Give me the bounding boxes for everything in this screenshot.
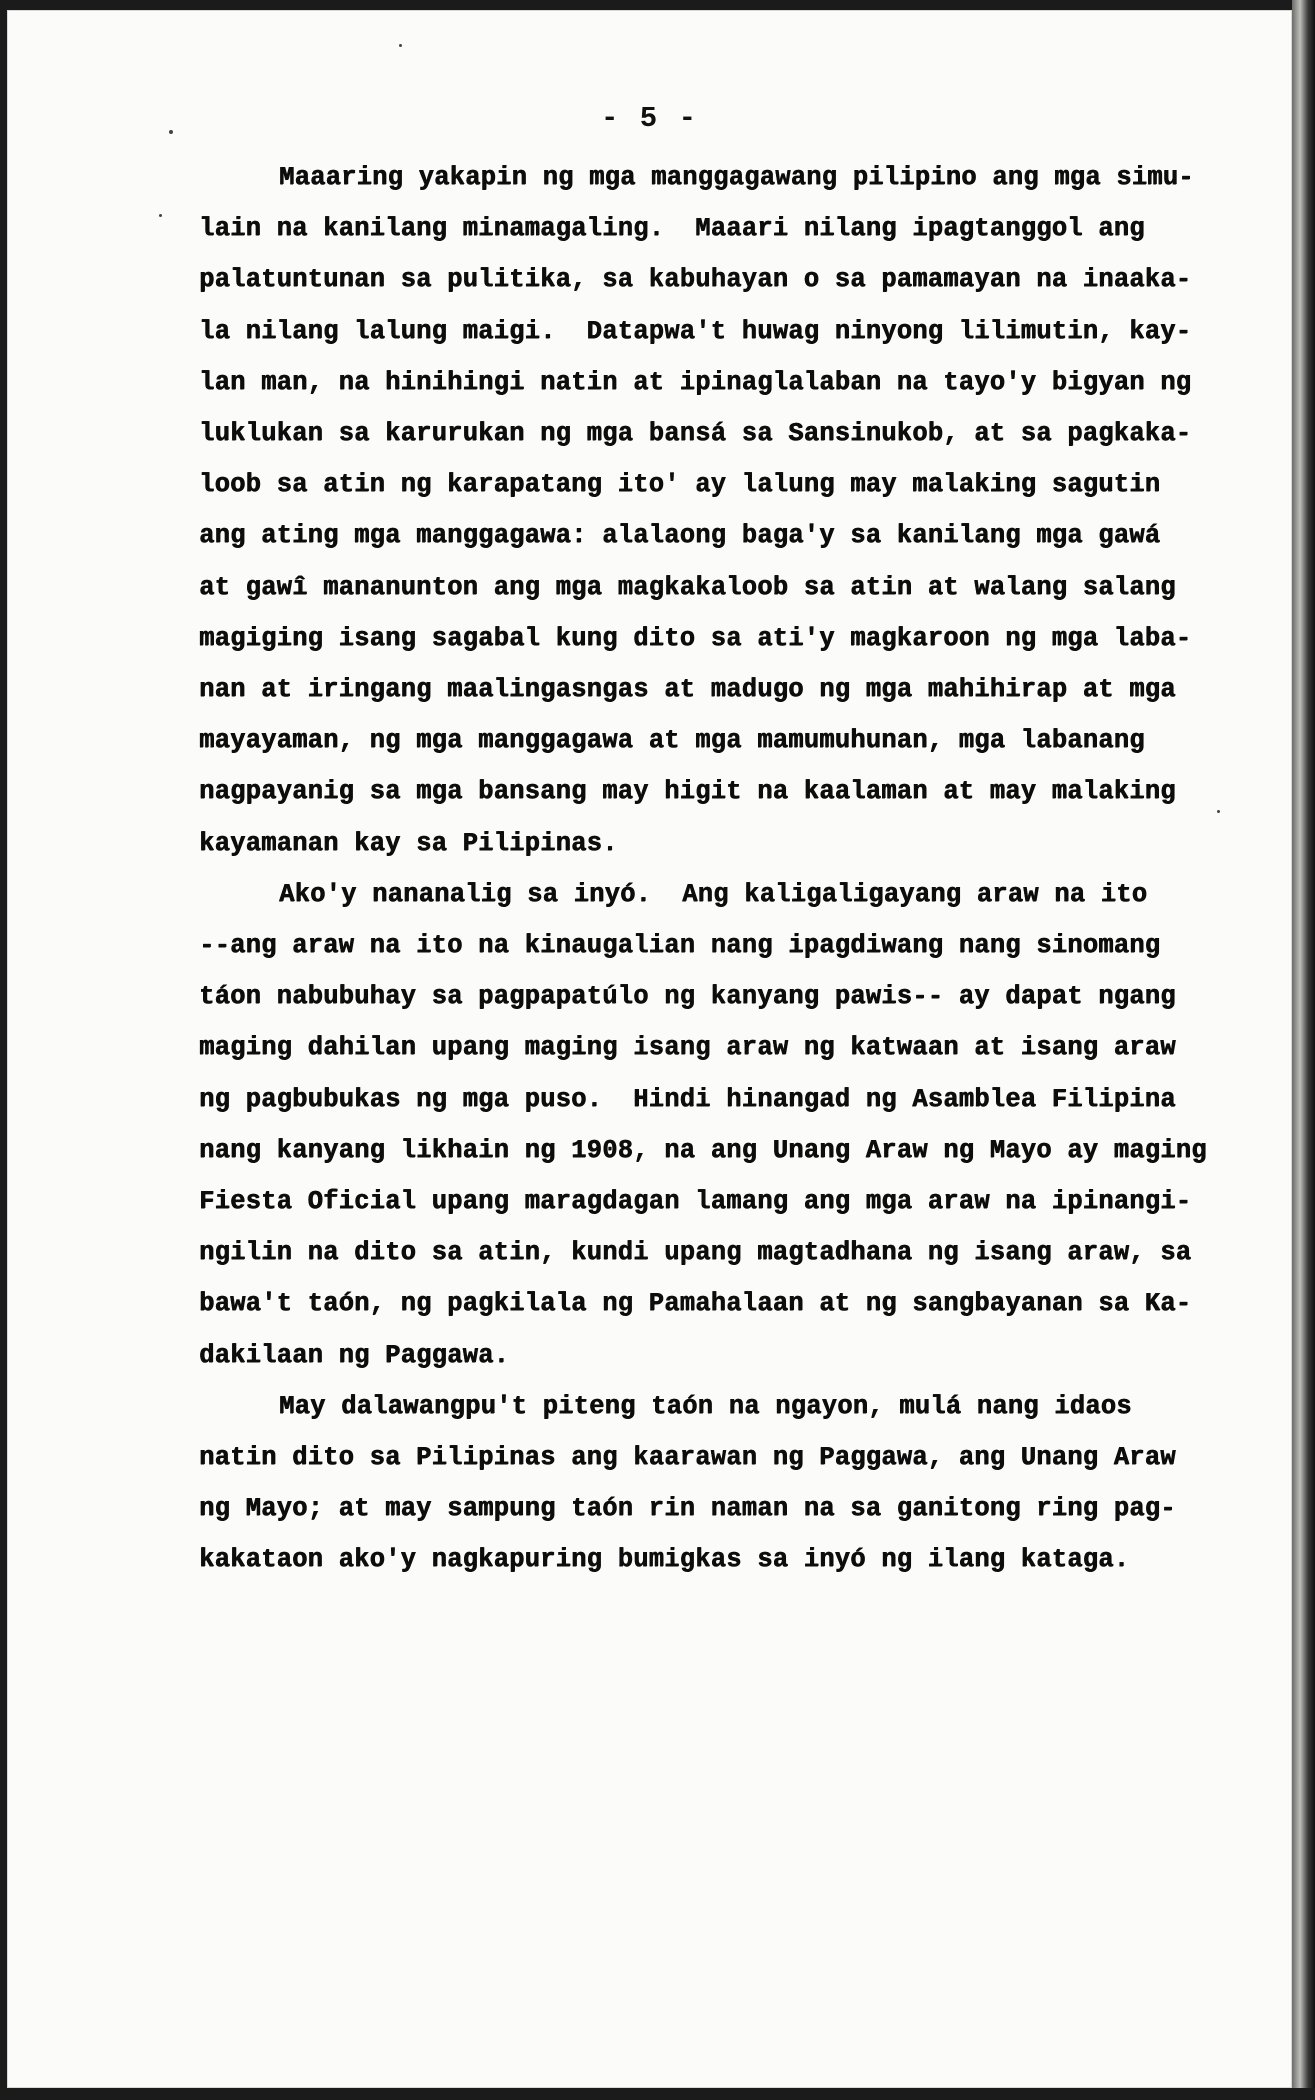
scan-speck xyxy=(399,44,402,47)
text-line: Maaaring yakapin ng mga manggagawang pilipino ang mga simu- xyxy=(279,163,1194,192)
text-line: la nilang lalung maigi. Datapwa't huwag ninyong lilimutin, kay- xyxy=(199,316,1192,346)
scan-bottom-border xyxy=(0,2088,1315,2100)
text-line: ng pagbubukas ng mga puso. Hindi hinangad ng Asamblea Filipina xyxy=(199,1084,1176,1114)
text-line: nan at iringang maalingasngas at madugo ng mga mahihirap at mga xyxy=(199,675,1176,705)
scan-speck xyxy=(159,214,162,217)
text-line: ang ating mga manggagawa: alalaong baga'y sa kanilang mga gawá xyxy=(199,521,1161,551)
text-line: táon nabubuhay sa pagpapatúlo ng kanyang pawis-- ay dapat ngang xyxy=(199,982,1176,1012)
scan-speck xyxy=(1217,810,1220,813)
page-edge-shadow xyxy=(1292,0,1315,2100)
text-line: bawa't taón, ng pagkilala ng Pamahalaan at ng sangbayanan sa Ka- xyxy=(199,1289,1192,1319)
text-line: kakataon ako'y nagkapuring bumigkas sa inyó ng ilang kataga. xyxy=(199,1545,1130,1575)
text-line: at gawî mananunton ang mga magkakaloob sa atin at walang salang xyxy=(199,572,1176,602)
text-line: luklukan sa karurukan ng mga bansá sa Sansinukob, at sa pagkaka- xyxy=(199,419,1192,449)
text-line: lain na kanilang minamagaling. Maaari nilang ipagtanggol ang xyxy=(199,214,1145,244)
text-line: nagpayanig sa mga bansang may higit na kaalaman at may malaking xyxy=(199,777,1176,807)
body-text xyxy=(199,152,1249,1586)
text-line: loob sa atin ng karapatang ito' ay lalung may malaking sagutin xyxy=(199,470,1161,500)
text-line: Ako'y nananalig sa inyó. Ang kaligaligayang araw na ito xyxy=(279,879,1148,909)
text-line: lan man, na hinihingi natin at ipinaglalaban na tayo'y bigyan ng xyxy=(199,367,1192,397)
text-line: natin dito sa Pilipinas ang kaarawan ng Paggawa, ang Unang Araw xyxy=(199,1443,1176,1473)
text-line: --ang araw na ito na kinaugalian nang ipagdiwang nang sinomang xyxy=(199,931,1161,961)
text-line: dakilaan ng Paggawa. xyxy=(199,1340,510,1370)
text-line: May dalawangpu't piteng taón na ngayon, mulá nang idaos xyxy=(279,1391,1132,1421)
text-line: palatuntunan sa pulitika, sa kabuhayan o sa pamamayan na inaaka- xyxy=(199,265,1192,295)
text-line: nang kanyang likhain ng 1908, na ang Unang Araw ng Mayo ay maging xyxy=(199,1135,1207,1165)
scan-speck xyxy=(169,130,173,134)
text-line: ngilin na dito sa atin, kundi upang magtadhana ng isang araw, sa xyxy=(199,1238,1192,1268)
text-line: maging dahilan upang maging isang araw ng katwaan at isang araw xyxy=(199,1033,1176,1063)
text-line: magiging isang sagabal kung dito sa ati'y magkaroon ng mga laba- xyxy=(199,623,1192,653)
text-line: kayamanan kay sa Pilipinas. xyxy=(199,828,618,858)
document-page xyxy=(7,10,1292,2088)
text-line: Fiesta Oficial upang maragdagan lamang ang mga araw na ipinangi- xyxy=(199,1187,1192,1217)
text-line: ng Mayo; at may sampung taón rin naman na sa ganitong ring pag- xyxy=(199,1494,1176,1524)
text-line: mayayaman, ng mga manggagawa at mga mamumuhunan, mga labanang xyxy=(199,726,1145,756)
page-number: - 5 - xyxy=(600,102,698,135)
